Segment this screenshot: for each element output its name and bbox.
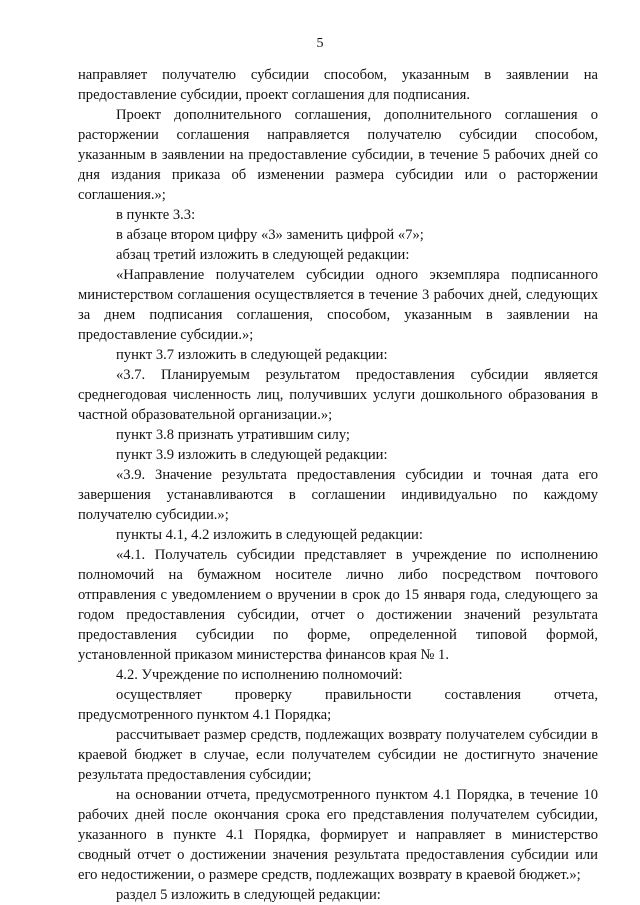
paragraph: абзац третий изложить в следующей редакции:: [116, 247, 410, 263]
paragraph: пункт 3.9 изложить в следующей редакции:: [116, 447, 388, 463]
paragraph: осуществляет проверку правильности составления отчета, предусмотренного пунктом 4.1 Порядка;: [78, 687, 598, 723]
page-number: 5: [316, 36, 324, 51]
paragraph: Проект дополнительного соглашения, дополнительного соглашения о расторжении соглашения направляется получателю субсидии способом, указанным в заявлении на предоставление субсидии, в течение 5 рабочих дней со дня издания приказа об изменении размера субсидии или о расторжении соглашения.»;: [78, 107, 598, 203]
paragraph: «3.7. Планируемым результатом предоставления субсидии является среднегодовая численность лиц, получивших услуги дошкольного образования в частной образовательной организации.»;: [78, 367, 598, 423]
paragraph: рассчитывает размер средств, подлежащих возврату получателем субсидии в краевой бюджет в случае, если получателем субсидии не достигнуто значение результата предоставления субсидии;: [78, 727, 598, 783]
paragraph: 4.2. Учреждение по исполнению полномочий:: [116, 667, 403, 683]
paragraph: пункт 3.7 изложить в следующей редакции:: [116, 347, 388, 363]
paragraph: в абзаце втором цифру «3» заменить цифрой «7»;: [116, 227, 424, 243]
document-body: [78, 65, 598, 905]
paragraph: в пункте 3.3:: [116, 207, 196, 223]
paragraph: раздел 5 изложить в следующей редакции:: [116, 887, 381, 903]
paragraph: «4.1. Получатель субсидии представляет в учреждение по исполнению полномочий на бумажном носителе лично либо посредством почтового отправления с уведомлением о вручении в срок до 15 января года, следующего за годом предоставления субсидии, отчет о достижении значений результата предоставления субсидии по форме, определенной типовой формой, установленной приказом министерства финансов края № 1.: [78, 547, 598, 663]
paragraph: «Направление получателем субсидии одного экземпляра подписанного министерством соглашения осуществляется в течение 3 рабочих дней, следующих за днем подписания соглашения, способом, указанным в заявлении на предоставление субсидии.»;: [78, 267, 598, 343]
paragraph: направляет получателю субсидии способом, указанным в заявлении на предоставление субсидии, проект соглашения для подписания.: [78, 67, 598, 103]
paragraph: на основании отчета, предусмотренного пунктом 4.1 Порядка, в течение 10 рабочих дней после окончания срока его представления получателем субсидии, указанного в пункте 4.1 Порядка, формирует и направляет в министерство сводный отчет о достижении значения результата предоставления субсидии или его недостижении, о размере средств, подлежащих возврату в краевой бюджет.»;: [78, 787, 598, 883]
paragraph: пункт 3.8 признать утратившим силу;: [116, 427, 350, 443]
paragraph: «3.9. Значение результата предоставления субсидии и точная дата его завершения устанавливаются в соглашении индивидуально по каждому получателю субсидии.»;: [78, 467, 598, 523]
paragraph: пункты 4.1, 4.2 изложить в следующей редакции:: [116, 527, 423, 543]
